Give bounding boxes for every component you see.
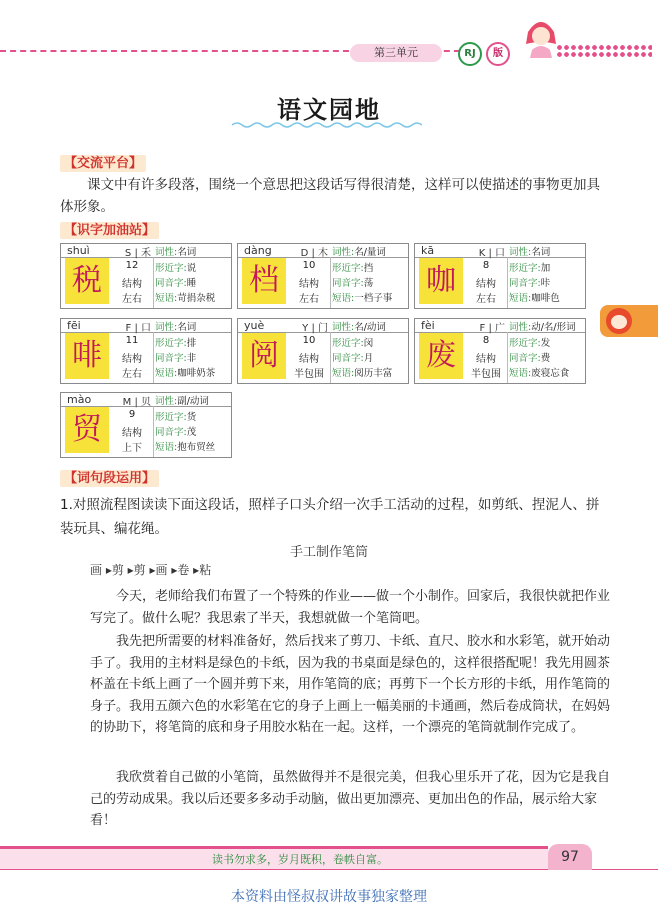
card-homophone bbox=[332, 275, 408, 289]
card-structure: 结构 bbox=[122, 428, 142, 439]
card-similar-value: 排 bbox=[186, 338, 197, 349]
edition-badge-rj: RJ bbox=[458, 42, 482, 66]
unit-label: 第三单元 bbox=[350, 44, 442, 62]
section-exchange bbox=[60, 152, 146, 171]
card-similar-label: 形近字: bbox=[155, 263, 187, 274]
card-structure: 结构 bbox=[476, 354, 496, 365]
card-homophone-value: 月 bbox=[363, 353, 374, 364]
side-tab bbox=[600, 305, 658, 337]
card-letter: S bbox=[124, 248, 132, 259]
card-index: Y | 门 bbox=[302, 323, 328, 334]
card-strokes: 10 bbox=[302, 335, 316, 346]
card-phrase bbox=[509, 365, 585, 379]
card-homophone bbox=[155, 350, 231, 364]
card-character: 啡 bbox=[65, 333, 109, 379]
card-homophone-value: 茂 bbox=[186, 427, 197, 438]
char-card bbox=[60, 243, 232, 309]
card-radical: 禾 bbox=[141, 248, 151, 259]
card-structure: 结构 bbox=[122, 279, 142, 290]
card-similar-label: 形近字: bbox=[509, 338, 541, 349]
flowchart: 画 ▸剪 ▸剪 ▸画 ▸卷 ▸粘 bbox=[90, 563, 212, 577]
card-pos-value: 名词 bbox=[531, 247, 551, 258]
card-character: 咖 bbox=[419, 258, 463, 304]
girl-mascot-icon bbox=[522, 14, 560, 58]
card-pinyin: shuì bbox=[67, 244, 90, 257]
card-column-divider bbox=[153, 257, 154, 308]
footer-motto: 读书勿求多，岁月既积，卷帙自富。 bbox=[212, 853, 388, 866]
char-card bbox=[414, 318, 586, 384]
card-homophone-label: 同音字: bbox=[509, 353, 541, 364]
card-phrase-label: 短语: bbox=[155, 442, 178, 453]
card-phrase-value: 阅历丰富 bbox=[354, 368, 393, 379]
essay-title: 手工制作笔筒 bbox=[289, 545, 368, 560]
card-pinyin: yuè bbox=[244, 319, 265, 332]
card-similar bbox=[332, 260, 408, 274]
card-similar bbox=[332, 335, 408, 349]
card-index: K | 口 bbox=[478, 248, 505, 259]
page-title: 语文园地 bbox=[277, 96, 381, 124]
card-pos bbox=[509, 319, 585, 333]
card-homophone bbox=[155, 424, 231, 438]
card-similar-label: 形近字: bbox=[509, 263, 541, 274]
card-similar bbox=[155, 335, 231, 349]
card-column-divider bbox=[153, 406, 154, 457]
card-strokes: 10 bbox=[302, 260, 316, 271]
card-pos-label: 词性: bbox=[155, 396, 178, 407]
card-similar bbox=[509, 335, 585, 349]
essay-paragraph-1: 今天，老师给我们布置了一个特殊的作业——做一个小制作。回家后，我很快就把作业写完了。做什么呢？我思索了半天，我想就做一个笔筒吧。 bbox=[90, 589, 611, 626]
card-letter: K bbox=[478, 248, 486, 259]
card-phrase-label: 短语: bbox=[509, 293, 532, 304]
card-structure: 结构 bbox=[122, 354, 142, 365]
card-radical: 木 bbox=[318, 248, 328, 259]
card-similar-value: 发 bbox=[540, 338, 551, 349]
char-card bbox=[237, 243, 409, 309]
card-column-divider bbox=[330, 332, 331, 383]
card-homophone-label: 同音字: bbox=[332, 353, 364, 364]
card-pos-label: 词性: bbox=[509, 322, 532, 333]
card-index: F | 口 bbox=[125, 323, 151, 334]
card-homophone-label: 同音字: bbox=[155, 353, 187, 364]
card-homophone bbox=[155, 275, 231, 289]
card-similar-label: 形近字: bbox=[155, 338, 187, 349]
card-homophone-value: 荡 bbox=[363, 278, 374, 289]
card-pos-value: 名/量词 bbox=[354, 247, 386, 258]
card-column-divider bbox=[330, 257, 331, 308]
card-index: D | 木 bbox=[300, 248, 328, 259]
card-pos-value: 副/动词 bbox=[177, 396, 209, 407]
card-phrase bbox=[332, 365, 408, 379]
card-letter: F bbox=[125, 323, 132, 334]
card-strokes: 12 bbox=[125, 260, 139, 271]
card-strokes: 8 bbox=[482, 335, 490, 346]
card-index: S | 禾 bbox=[124, 248, 151, 259]
card-letter: F bbox=[479, 323, 486, 334]
card-layout: 半包围 bbox=[471, 369, 501, 380]
card-character: 贸 bbox=[65, 407, 109, 453]
card-pos bbox=[155, 244, 231, 258]
card-phrase-label: 短语: bbox=[155, 293, 178, 304]
card-similar-label: 形近字: bbox=[155, 412, 187, 423]
card-homophone-label: 同音字: bbox=[155, 278, 187, 289]
card-similar bbox=[155, 260, 231, 274]
card-strokes: 8 bbox=[482, 260, 490, 271]
card-letter: M bbox=[122, 397, 132, 408]
card-homophone-label: 同音字: bbox=[155, 427, 187, 438]
card-phrase-value: 抱布贸丝 bbox=[177, 442, 216, 453]
card-character: 税 bbox=[65, 258, 109, 304]
char-card bbox=[60, 392, 232, 458]
card-index: M | 贝 bbox=[122, 397, 151, 408]
card-radical: 门 bbox=[318, 323, 328, 334]
card-structure: 结构 bbox=[299, 354, 319, 365]
card-phrase bbox=[155, 365, 231, 379]
card-pinyin: fēi bbox=[67, 319, 81, 332]
card-layout: 左右 bbox=[476, 294, 496, 305]
card-phrase-label: 短语: bbox=[155, 368, 178, 379]
essay-paragraph-2: 我先把所需要的材料准备好，然后找来了剪刀、卡纸、直尺、胶水和水彩笔，就开始动手了。我用的主材料是绿色的卡纸，因为我的书桌面是绿色的，这样很搭配呢！我先用圆茶杯盖在卡纸上画了一个圆并剪下来，用作笔筒的底；再剪下一个长方形的卡纸，用作笔筒的身子。我用五颜六色的水彩笔在它的身子上画上一幅美丽的卡通画，然后卷成筒状，在妈妈的协助下，将笔筒的底和身子用胶水粘在一起。这样，一个漂亮的笔筒就制作完成了。 bbox=[90, 634, 611, 735]
card-pinyin: fèi bbox=[421, 319, 435, 332]
card-column-divider bbox=[507, 332, 508, 383]
edition-badge-ban: 版 bbox=[486, 42, 510, 66]
card-similar-value: 说 bbox=[186, 263, 197, 274]
card-pinyin: kā bbox=[421, 244, 435, 257]
card-radical: 口 bbox=[141, 323, 151, 334]
card-letter: Y bbox=[302, 323, 309, 334]
card-phrase-value: 咖啡奶茶 bbox=[177, 368, 216, 379]
card-phrase bbox=[332, 290, 408, 304]
card-pos-value: 名/动词 bbox=[354, 322, 386, 333]
card-similar-value: 闵 bbox=[363, 338, 374, 349]
card-index: F | 广 bbox=[479, 323, 505, 334]
card-homophone-value: 睡 bbox=[186, 278, 197, 289]
card-phrase-label: 短语: bbox=[332, 293, 355, 304]
card-column-divider bbox=[153, 332, 154, 383]
card-pinyin: mào bbox=[67, 393, 92, 406]
card-phrase-value: 废寝忘食 bbox=[531, 368, 570, 379]
card-similar-value: 货 bbox=[186, 412, 197, 423]
section-usage bbox=[60, 467, 159, 486]
exchange-text: 课文中有许多段落，围绕一个意思把这段话写得很清楚，这样可以使描述的事物更加具体形象。 bbox=[60, 177, 600, 215]
card-similar-value: 加 bbox=[540, 263, 551, 274]
card-pos bbox=[155, 393, 231, 407]
card-similar-value: 挡 bbox=[363, 263, 374, 274]
card-similar bbox=[155, 409, 231, 423]
card-pos-label: 词性: bbox=[332, 322, 355, 333]
card-similar-label: 形近字: bbox=[332, 338, 364, 349]
card-phrase-label: 短语: bbox=[332, 368, 355, 379]
char-card bbox=[414, 243, 586, 309]
card-layout: 半包围 bbox=[294, 369, 324, 380]
card-letter: D bbox=[300, 248, 309, 259]
char-card bbox=[237, 318, 409, 384]
card-pos bbox=[332, 319, 408, 333]
card-similar bbox=[509, 260, 585, 274]
card-radical: 贝 bbox=[141, 397, 151, 408]
card-character: 废 bbox=[419, 333, 463, 379]
card-pinyin: dàng bbox=[244, 244, 272, 257]
card-pos-value: 名词 bbox=[177, 322, 197, 333]
card-phrase-label: 短语: bbox=[509, 368, 532, 379]
card-structure: 结构 bbox=[299, 279, 319, 290]
card-pos-label: 词性: bbox=[155, 247, 178, 258]
card-pos bbox=[332, 244, 408, 258]
card-character: 档 bbox=[242, 258, 286, 304]
card-character: 阅 bbox=[242, 333, 286, 379]
card-homophone-value: 非 bbox=[186, 353, 197, 364]
card-phrase-value: 苛捐杂税 bbox=[177, 293, 216, 304]
card-homophone bbox=[509, 350, 585, 364]
card-pos-label: 词性: bbox=[509, 247, 532, 258]
card-homophone-label: 同音字: bbox=[332, 278, 364, 289]
card-homophone bbox=[332, 350, 408, 364]
exchange-tag: 【交流平台】 bbox=[60, 155, 146, 172]
title-wave-decoration bbox=[232, 121, 422, 129]
card-layout: 左右 bbox=[299, 294, 319, 305]
card-radical: 广 bbox=[495, 323, 505, 334]
card-phrase bbox=[509, 290, 585, 304]
card-pos-label: 词性: bbox=[332, 247, 355, 258]
card-phrase bbox=[155, 290, 231, 304]
header-dot-pattern bbox=[556, 44, 652, 58]
essay-paragraph-3: 我欣赏着自己做的小笔筒，虽然做得并不是很完美，但我心里乐开了花，因为它是我自己的劳动成果。我以后还要多多动手动脑，做出更加漂亮、更加出色的作品，展示给大家看！ bbox=[90, 770, 611, 828]
page-number: 97 bbox=[548, 844, 592, 870]
card-radical: 口 bbox=[495, 248, 505, 259]
card-homophone bbox=[509, 275, 585, 289]
section-literacy bbox=[60, 219, 159, 238]
card-phrase-value: 咖啡色 bbox=[531, 293, 560, 304]
card-layout: 左右 bbox=[122, 294, 142, 305]
card-column-divider bbox=[507, 257, 508, 308]
card-pos-value: 名词 bbox=[177, 247, 197, 258]
footer-divider bbox=[0, 846, 548, 849]
card-homophone-label: 同音字: bbox=[509, 278, 541, 289]
exercise-question: 1.对照流程图读读下面这段话，照样子口头介绍一次手工活动的过程，如剪纸、捏泥人、拼装玩具、编花绳。 bbox=[60, 497, 600, 537]
literacy-tag: 【识字加油站】 bbox=[60, 222, 159, 239]
card-pos bbox=[155, 319, 231, 333]
card-pos bbox=[509, 244, 585, 258]
source-credit: 本资料由怪叔叔讲故事独家整理 bbox=[231, 889, 427, 905]
card-pos-value: 动/名/形词 bbox=[531, 322, 576, 333]
card-strokes: 11 bbox=[125, 335, 139, 346]
card-similar-label: 形近字: bbox=[332, 263, 364, 274]
card-homophone-value: 咔 bbox=[540, 278, 551, 289]
card-phrase bbox=[155, 439, 231, 453]
usage-tag: 【词句段运用】 bbox=[60, 470, 159, 487]
mascot-face-icon bbox=[606, 308, 632, 334]
card-layout: 左右 bbox=[122, 369, 142, 380]
card-pos-label: 词性: bbox=[155, 322, 178, 333]
card-layout: 上下 bbox=[122, 443, 142, 454]
card-homophone-value: 费 bbox=[540, 353, 551, 364]
card-strokes: 9 bbox=[128, 409, 136, 420]
card-phrase-value: 一档子事 bbox=[354, 293, 393, 304]
char-card bbox=[60, 318, 232, 384]
card-structure: 结构 bbox=[476, 279, 496, 290]
